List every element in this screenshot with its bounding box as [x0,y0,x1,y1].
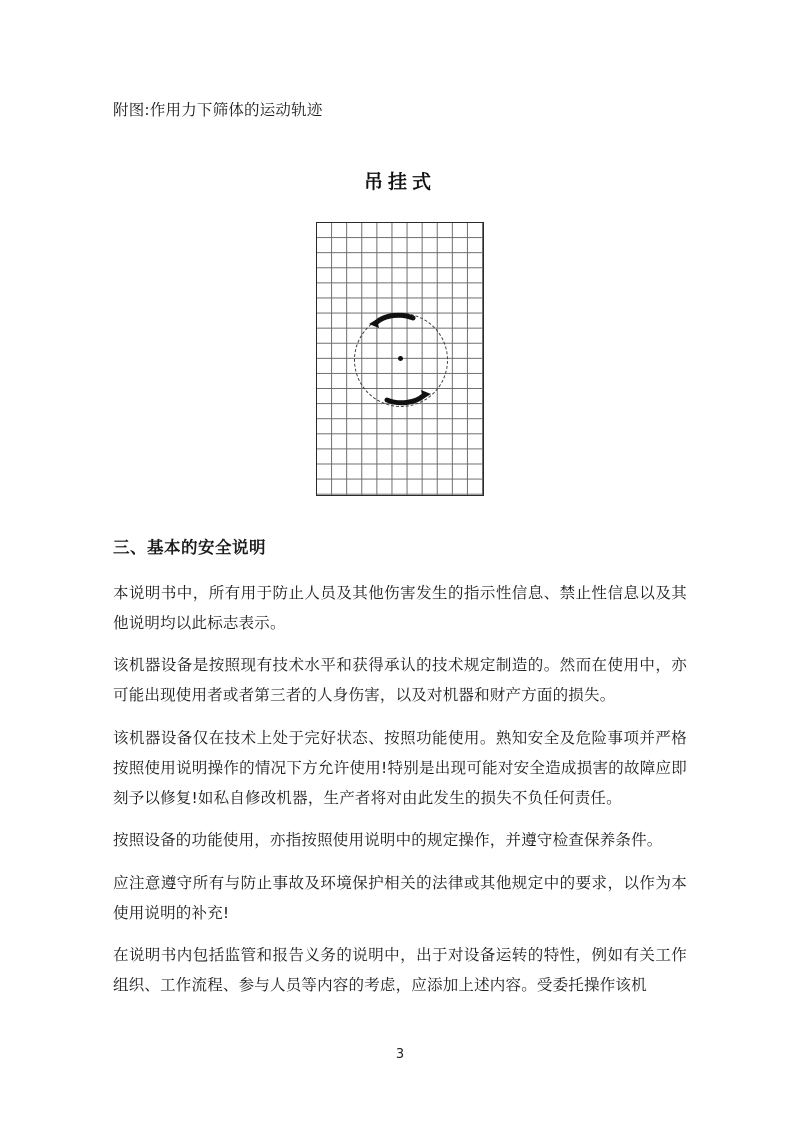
grid-diagram [316,222,484,496]
paragraph: 按照设备的功能使用，亦指按照使用说明中的规定操作，并遵守检查保养条件。 [113,831,663,850]
paragraph: 在说明书内包括监管和报告义务的说明中，出于对设备运转的特性，例如有关工作组织、工作流程、参与人员等内容的考虑，应添加上述内容。受委托操作该机 [113,945,687,995]
figure-container [113,167,687,496]
figure-caption: 附图:作用力下筛体的运动轨迹 [113,101,323,119]
arrow-overlay [317,223,483,495]
paragraph: 该机器设备是按照现有技术水平和获得承认的技术规定制造的。然而在使用中，亦可能出现使用者或者第三者的人身伤害，以及对机器和财产方面的损失。 [113,656,687,705]
motion-trajectory-figure [265,167,535,496]
figure-title: 吊挂式 [363,170,436,193]
paragraph: 该机器设备仅在技术上处于完好状态、按照功能使用。熟知安全及危险事项并严格按照使用说明操作的情况下方允许使用!特别是出现可能对安全造成损害的故障应即刻予以修复!如私自修改机器，生产者将对由此发生的损失不负任何责任。 [113,728,687,808]
paragraph: 本说明书中，所有用于防止人员及其他伤害发生的指示性信息、禁止性信息以及其他说明均以此标志表示。 [113,583,687,633]
section-title: 三、基本的安全说明 [113,537,266,557]
paragraph: 应注意遵守所有与防止事故及环境保护相关的法律或其他规定中的要求，以作为本使用说明的补充! [113,873,687,922]
page-content [113,98,687,1012]
page-number: 3 [395,1047,405,1062]
body-text [113,534,687,1001]
